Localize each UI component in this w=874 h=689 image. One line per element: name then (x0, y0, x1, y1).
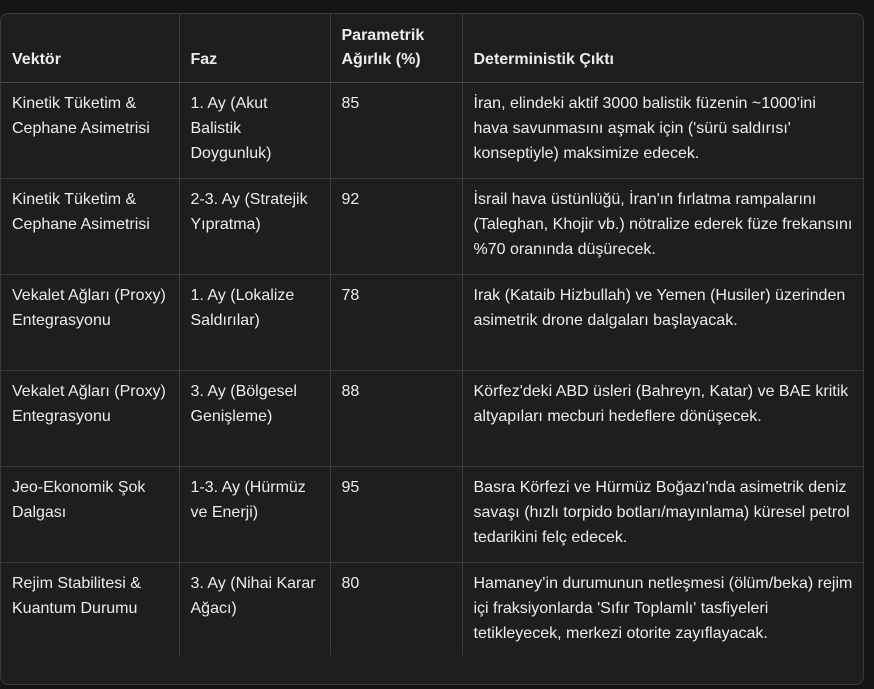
header-output: Deterministik Çıktı (462, 14, 863, 83)
table-header-row (1, 14, 863, 83)
cell-phase: 2-3. Ay (Stratejik Yıpratma) (179, 179, 330, 275)
cell-phase: 3. Ay (Nihai Karar Ağacı) (179, 563, 330, 656)
header-phase: Faz (179, 14, 330, 83)
cell-weight: 80 (330, 563, 462, 656)
cell-output: İran, elindeki aktif 3000 balistik füzenin ~1000'ini hava savunmasını aşmak için ('sürü saldırısı' konseptiyle) maksimize edecek. (462, 83, 863, 179)
table-row (1, 83, 863, 179)
table-row (1, 179, 863, 275)
cell-phase: 3. Ay (Bölgesel Genişleme) (179, 371, 330, 467)
table-row (1, 563, 863, 656)
cell-output: İsrail hava üstünlüğü, İran'ın fırlatma rampalarını (Taleghan, Khojir vb.) nötralize ederek füze frekansını %70 oranında düşürecek. (462, 179, 863, 275)
cell-weight: 95 (330, 467, 462, 563)
cell-output: Irak (Kataib Hizbullah) ve Yemen (Husiler) üzerinden asimetrik drone dalgaları başlayacak. (462, 275, 863, 371)
cell-output: Basra Körfezi ve Hürmüz Boğazı'nda asimetrik deniz savaşı (hızlı torpido botları/mayınlama) küresel petrol tedarikini felç edecek. (462, 467, 863, 563)
cell-weight: 92 (330, 179, 462, 275)
cell-output: Körfez'deki ABD üsleri (Bahreyn, Katar) ve BAE kritik altyapıları mecburi hedeflere dönüşecek. (462, 371, 863, 467)
cell-vector: Vekalet Ağları (Proxy) Entegrasyonu (1, 371, 179, 467)
data-table (1, 14, 863, 655)
table-row (1, 467, 863, 563)
cell-vector: Jeo-Ekonomik Şok Dalgası (1, 467, 179, 563)
header-weight: Parametrik Ağırlık (%) (330, 14, 462, 83)
cell-phase: 1. Ay (Lokalize Saldırılar) (179, 275, 330, 371)
cell-weight: 88 (330, 371, 462, 467)
cell-phase: 1-3. Ay (Hürmüz ve Enerji) (179, 467, 330, 563)
cell-output: Hamaney’in durumunun netleşmesi (ölüm/beka) rejim içi fraksiyonlarda 'Sıfır Toplamlı' tasfiyeleri tetikleyecek, merkezi otorite zayıflayacak. (462, 563, 863, 656)
table-row (1, 371, 863, 467)
data-table-container (0, 13, 864, 685)
cell-phase: 1. Ay (Akut Balistik Doygunluk) (179, 83, 330, 179)
cell-weight: 78 (330, 275, 462, 371)
cell-vector: Rejim Stabilitesi & Kuantum Durumu (12, 575, 141, 617)
cell-weight: 85 (330, 83, 462, 179)
cell-vector: Kinetik Tüketim & Cephane Asimetrisi (1, 179, 179, 275)
cell-vector: Kinetik Tüketim & Cephane Asimetrisi (1, 83, 179, 179)
table-row (1, 275, 863, 371)
header-vector: Vektör (1, 14, 179, 83)
cell-vector: Vekalet Ağları (Proxy) Entegrasyonu (1, 275, 179, 371)
